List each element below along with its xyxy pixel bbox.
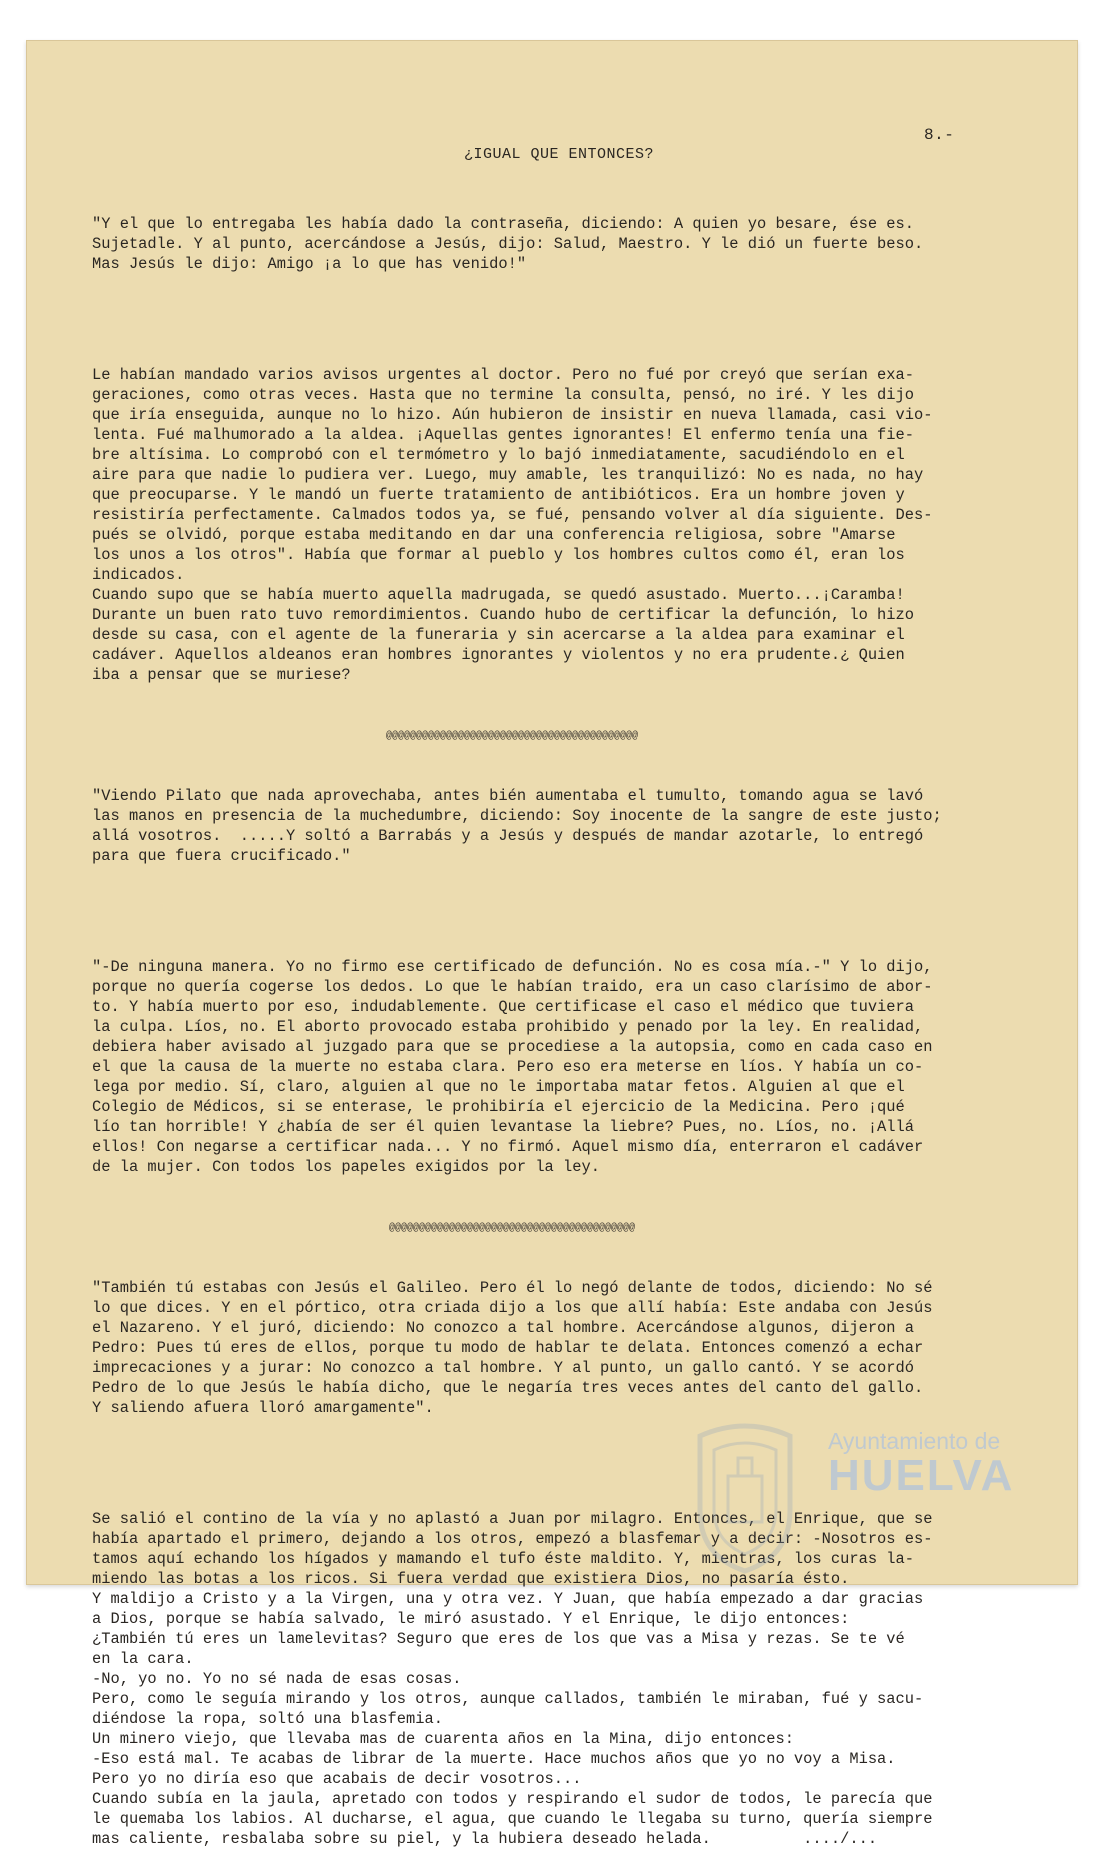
- story-certificate: "-De ninguna manera. Yo no firmo ese certificado de defunción. No es cosa mía.-" Y lo dijo, porque no quería cogerse los dedos. Lo que le habían traido, era un caso clarísimo de abor- to. Y había muerto por eso, indudablemente. Que certificase el caso el médico que tuviera la culpa. Líos, no. El aborto provocado estaba prohibido y penado por la ley. En realidad, debiera haber avisado al juzgado para que se procediese a la autopsia, como en cada caso en el que la causa de la muerte no estaba clara. Pero eso era meterse en líos. Y había un co- lega por medio. Sí, claro, alguien al que no le importaba matar fetos. Alguien al que el Colegio de Médicos, si se enterase, le prohibiría el ejercicio de la Medicina. Pero ¡qué lío tan horrible! Y ¿había de ser él quien levantase la liebre? Pues, no. Líos, no. ¡Allá ellos! Con negarse a certificar nada... Y no firmó. Aquel mismo día, enterraron el cadáver de la mujer. Con todos los papeles exigidos por la ley.: [92, 958, 933, 1176]
- document-title: ¿IGUAL QUE ENTONCES?: [463, 146, 655, 163]
- municipal-seal-icon: [690, 1416, 800, 1576]
- spacer: [92, 906, 1022, 917]
- watermark-line1: Ayuntamiento de: [828, 1428, 1001, 1454]
- document-body: [92, 174, 1022, 1869]
- watermark-logo: [828, 1428, 1014, 1501]
- quote-pilate: "Viendo Pilato que nada aprovechaba, antes bién aumentaba el tumulto, tomando agua se lavó las manos en presencia de la muchedumbre, diciendo: Soy inocente de la sangre de este justo; allá vosotros. .....Y soltó a Barrabás y a Jesús y después de mandar azotarle, lo entregó para que fuera crucificado.": [92, 787, 942, 865]
- story-doctor: Le habían mandado varios avisos urgentes al doctor. Pero no fué por creyó que serían exa- geraciones, como otras veces. Hasta que no termine la consulta, pensó, no iré. Y les dijo que iría enseguida, aunque no lo hizo. Aún hubieron de insistir en nueva llamada, casi vio- lenta. Fué malhumorado a la aldea. ¡Aquellas gentes ignorantes! El enfermo tenía una fie- bre altísima. Lo comprobó con el termómetro y lo bajó inmediatamente, sacudiéndolo en el aire para que nadie lo pudiera ver. Luego, muy amable, les tranquilizó: No es nada, no hay que preocuparse. Y le mandó un fuerte tratamiento de antibióticos. Era un hombre joven y resistiría perfectamente. Calmados todos ya, se fué, pensando volver al día siguiente. Des- pués se olvidó, porque estaba meditando en dar una conferencia religiosa, sobre "Amarse los unos a los otros". Había que formar al pueblo y los hombres cultos como él, eran los indicados. Cuando supo que se había muerto aquella madrugada, se quedó asustado. Muerto...¡Caramba! Durante un buen rato tuvo remordimientos. Cuando hubo de certificar la defunción, lo hizo desde su casa, con el agente de la funeraria y sin acercarse a la aldea para examinar el cadáver. Aquellos aldeanos eran hombres ignorantes y violentos y no era prudente.¿ Quien iba a pensar que se muriese?: [92, 366, 933, 684]
- page-number: 8.-: [924, 126, 955, 144]
- watermark-line2: HUELVA: [828, 1451, 1015, 1500]
- story-mine: Se salió el contino de la vía y no aplastó a Juan por milagro. Entonces, el Enrique, que se había apartado el primero, dejando a los otros, empezó a blasfemar y a decir: -Nosotros es- tamos aquí echando los hígados y mamando el tufo éste maldito. Y, mientras, los curas la- miendo las botas a los ricos. Si fuera verdad que existiera Dios, no pasaría ésto. Y maldijo a Cristo y a la Virgen, una y otra vez. Y Juan, que había empezado a dar gracias a Dios, porque se había salvado, le miró asustado. Y el Enrique, le dijo entonces: ¿También tú eres un lamelevitas? Seguro que eres de los que vas a Misa y rezas. Se te vé en la cara. -No, yo no. Yo no sé nada de esas cosas. Pero, como le seguía mirando y los otros, aunque callados, también le miraban, fué y sacu- diéndose la ropa, soltó una blasfemia. Un minero viejo, que llevaba mas de cuarenta años en la Mina, dijo entonces: -Eso está mal. Te acabas de librar de la muerte. Hace muchos años que yo no voy a Misa. Pero yo no diría eso que acabais de decir vosotros... Cuando subía en la jaula, apretado con todos y respirando el sudor de todos, le parecía que le quemaba los labios. Al ducharse, el agua, que cuando le llegaba su turno, quería siempre mas caliente, resbalaba sobre su piel, y la hubiera deseado helada. ..../...: [92, 1510, 933, 1848]
- ornament-divider: @@@@@@@@@@@@@@@@@@@@@@@@@@@@@@@@@@@@@@@@@: [388, 1223, 636, 1234]
- ornament-divider: @@@@@@@@@@@@@@@@@@@@@@@@@@@@@@@@@@@@@@@@@@: [385, 731, 639, 742]
- quote-judas: "Y el que lo entregaba les había dado la contraseña, diciendo: A quien yo besare, ése es. Sujetadle. Y al punto, acercándose a Jesús, dijo: Salud, Maestro. Y le dió un fuerte beso. Mas Jesús le dijo: Amigo ¡a lo que has venido!": [92, 215, 924, 273]
- quote-peter: "También tú estabas con Jesús el Galileo. Pero él lo negó delante de todos, diciendo: No sé lo que dices. Y en el pórtico, otra criada dijo a los que allí había: Este andaba con Jesús el Nazareno. Y el juró, diciendo: No conozco a tal hombre. Acercándose algunos, dijeron a Pedro: Pues tú eres de ellos, porque tu modo de hablar te delata. Entonces comenzó a echar imprecaciones y a jurar: No conozco a tal hombre. Y al punto, un gallo cantó. Y se acordó Pedro de lo que Jesús le había dicho, que le negaría tres veces antes del canto del gallo. Y saliendo afuera lloró amargamente".: [92, 1279, 933, 1417]
- spacer: [92, 314, 1022, 325]
